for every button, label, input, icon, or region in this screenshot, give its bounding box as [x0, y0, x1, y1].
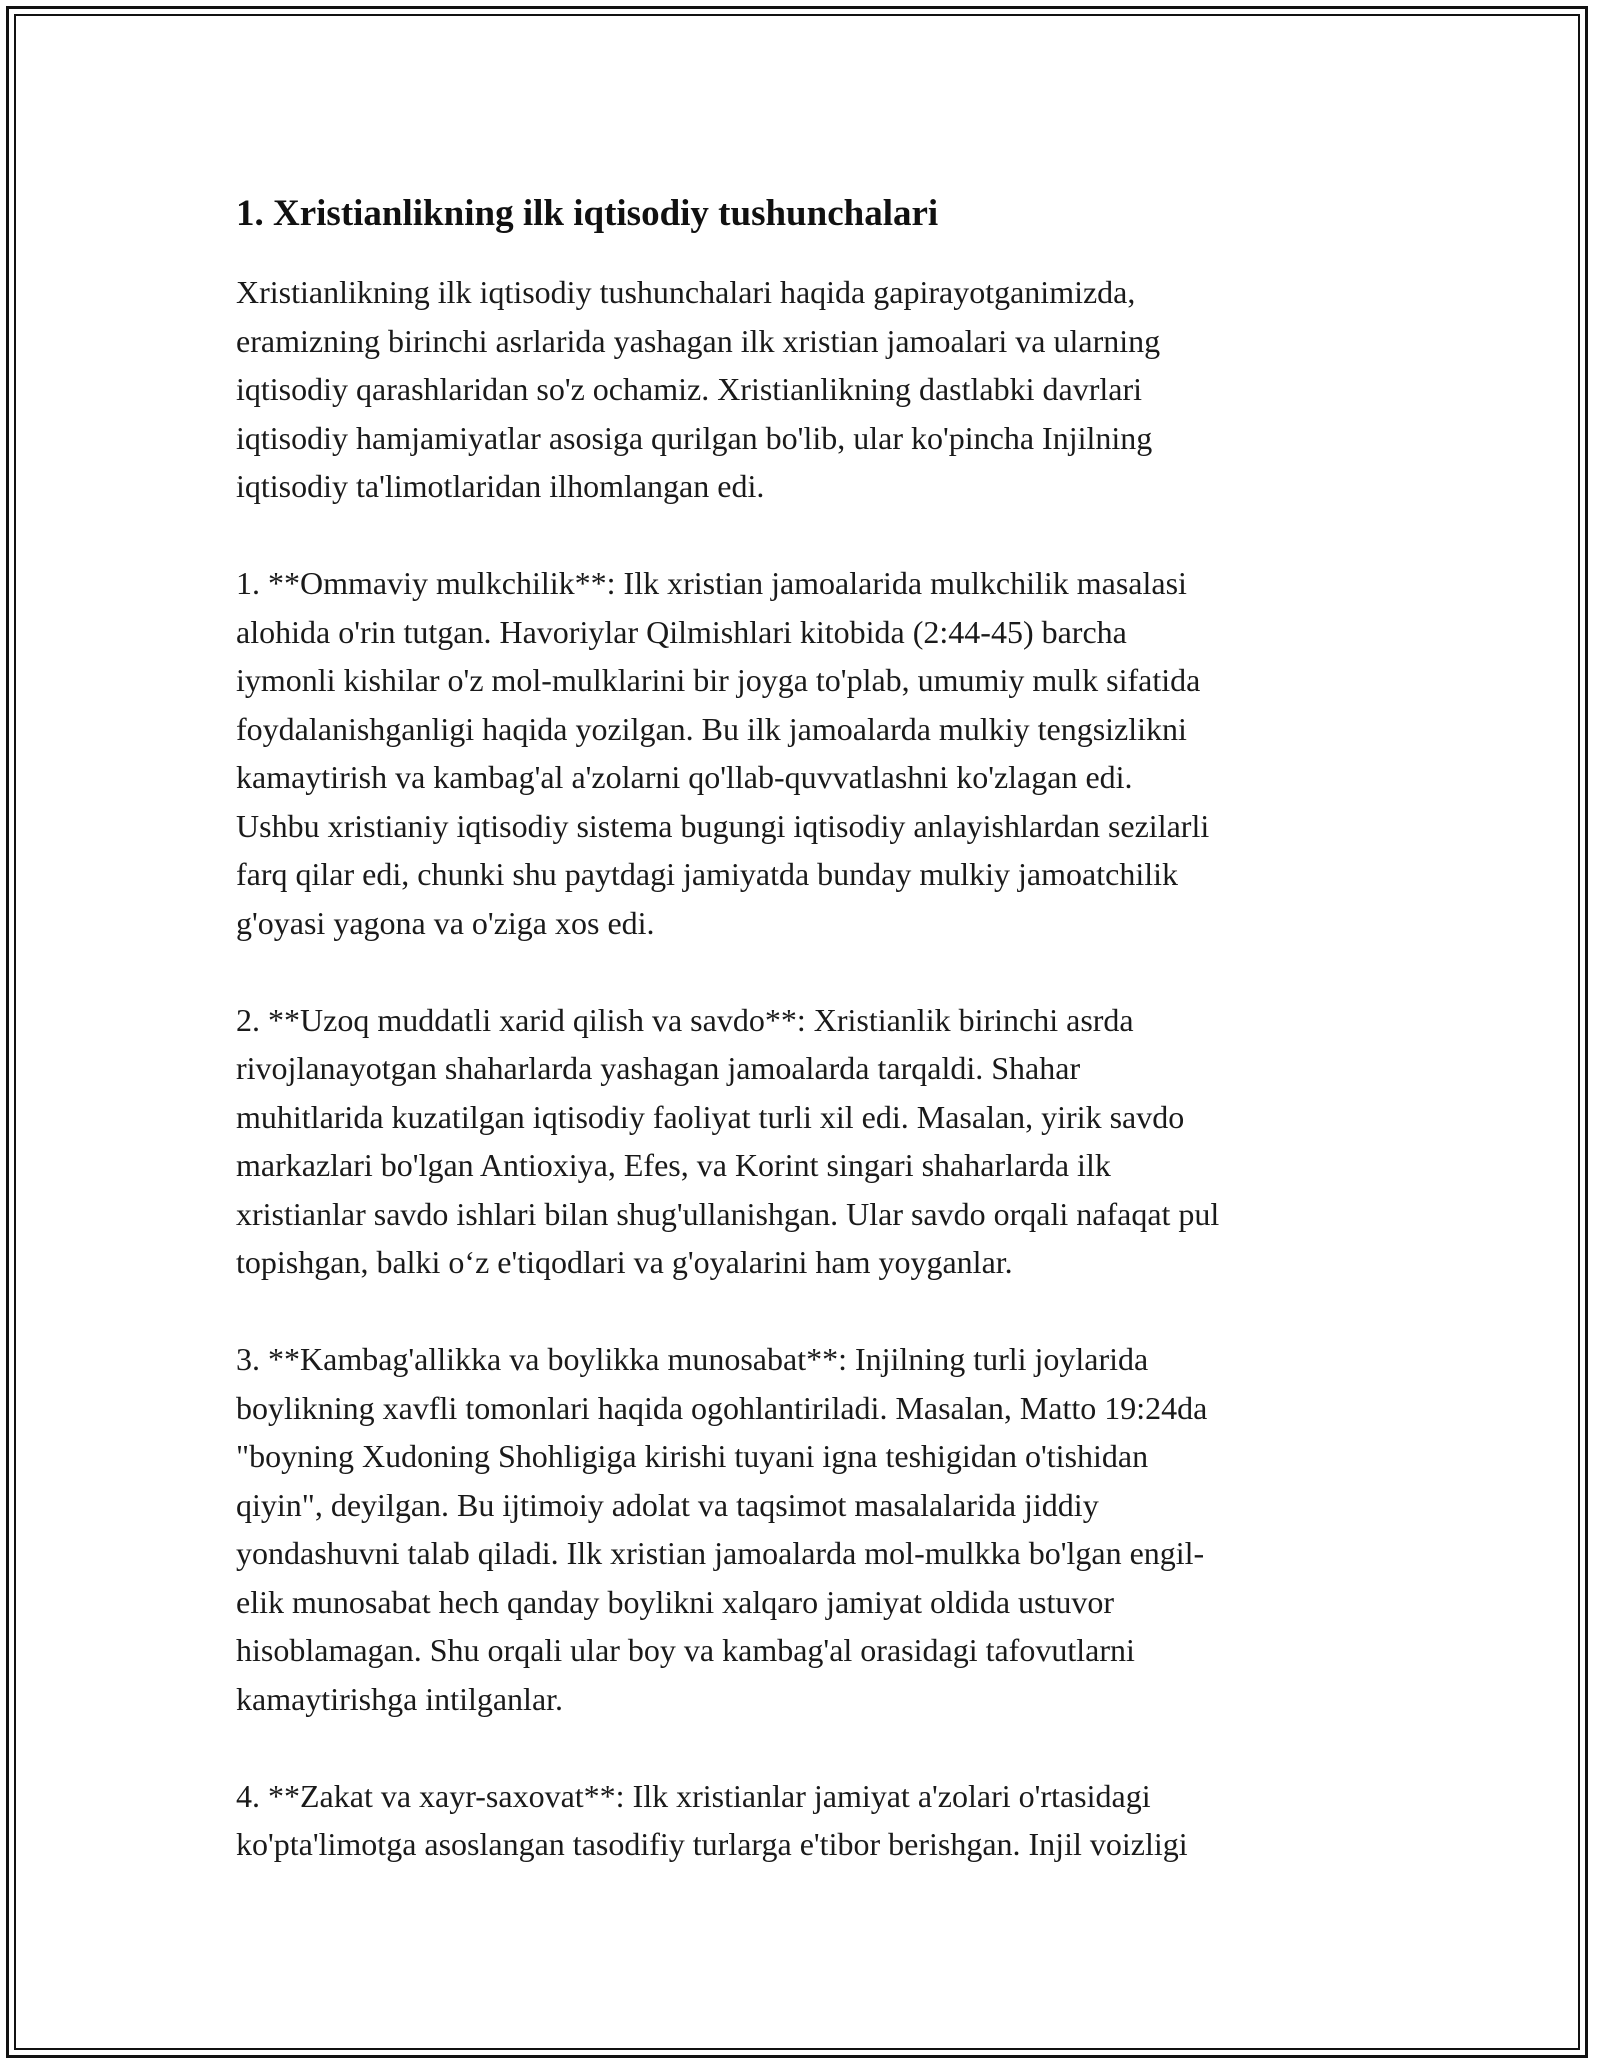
intro-paragraph: Xristianlikning ilk iqtisodiy tushunchalari haqida gapirayotganimizda, eramizning birinchi asrlarida yashagan ilk xristian jamoalari va ularning iqtisodiy qarashlaridan so'z ochamiz. Xristianlikning dastlabki davrlari iqtisodiy hamjamiyatlar asosiga qurilgan bo'lib, ular ko'pincha Injilning iqtisodiy ta'limotlaridan ilhomlangan edi. [236, 274, 1161, 505]
list-item-ommaviy-mulkchilik: 1. **Ommaviy mulkchilik**: Ilk xristian jamoalarida mulkchilik masalasi alohida o'rin tutgan. Havoriylar Qilmishlari kitobida (2:44-45) barcha iymonli kishilar o'z mol-mulklarini bir joyga to'plab, umumiy mulk sifatida foydalanishganligi haqida yozilgan. Bu ilk jamoalarda mulkiy tengsizlikni kamaytirish va kambag'al a'zolarni qo'llab-quvvatlashni ko'zlagan edi. Ushbu xristianiy iqtisodiy sistema bugungi iqtisodiy anlayishlardan sezilarli farq qilar edi, chunki shu paytdagi jamiyatda bunday mulkiy jamoatchilik g'oyasi yagona va o'ziga xos edi. [236, 565, 1210, 941]
list-item-savdo: 2. **Uzoq muddatli xarid qilish va savdo**: Xristianlik birinchi asrda rivojlanayotgan shaharlarda yashagan jamoalarda tarqaldi. Shahar muhitlarida kuzatilgan iqtisodiy faoliyat turli xil edi. Masalan, yirik savdo markazlari bo'lgan Antioxiya, Efes, va Korint singari shaharlarda ilk xristianlar savdo ishlari bilan shug'ullanishgan. Ular savdo orqali nafaqat pul topishgan, balki o‘z e'tiqodlari va g'oyalarini ham yoyganlar. [236, 1001, 1220, 1281]
document-body [236, 190, 1376, 1917]
section-heading: 1. Xristianlikning ilk iqtisodiy tushunchalari [236, 193, 939, 234]
list-item-zakat: 4. **Zakat va xayr-saxovat**: Ilk xristianlar jamiyat a'zolari o'rtasidagi ko'pta'limotga asoslangan tasodifiy turlarga e'tibor berishgan. Injil voizligi [236, 1777, 1188, 1863]
list-item-boylikka-munosabat: 3. **Kambag'allikka va boylikka munosabat**: Injilning turli joylarida boylikning xavfli tomonlari haqida ogohlantiriladi. Masalan, Matto 19:24da "boyning Xudoning Shohligiga kirishi tuyani igna teshigidan o'tishidan qiyin", deyilgan. Bu ijtimoiy adolat va taqsimot masalalarida jiddiy yondashuvni talab qiladi. Ilk xristian jamoalarda mol-mulkka bo'lgan engil- elik munosabat hech qanday boylikni xalqaro jamiyat oldida ustuvor hisoblamagan. Shu orqali ular boy va kambag'al orasidagi tafovutlarni kamaytirishga intilganlar. [236, 1341, 1208, 1717]
